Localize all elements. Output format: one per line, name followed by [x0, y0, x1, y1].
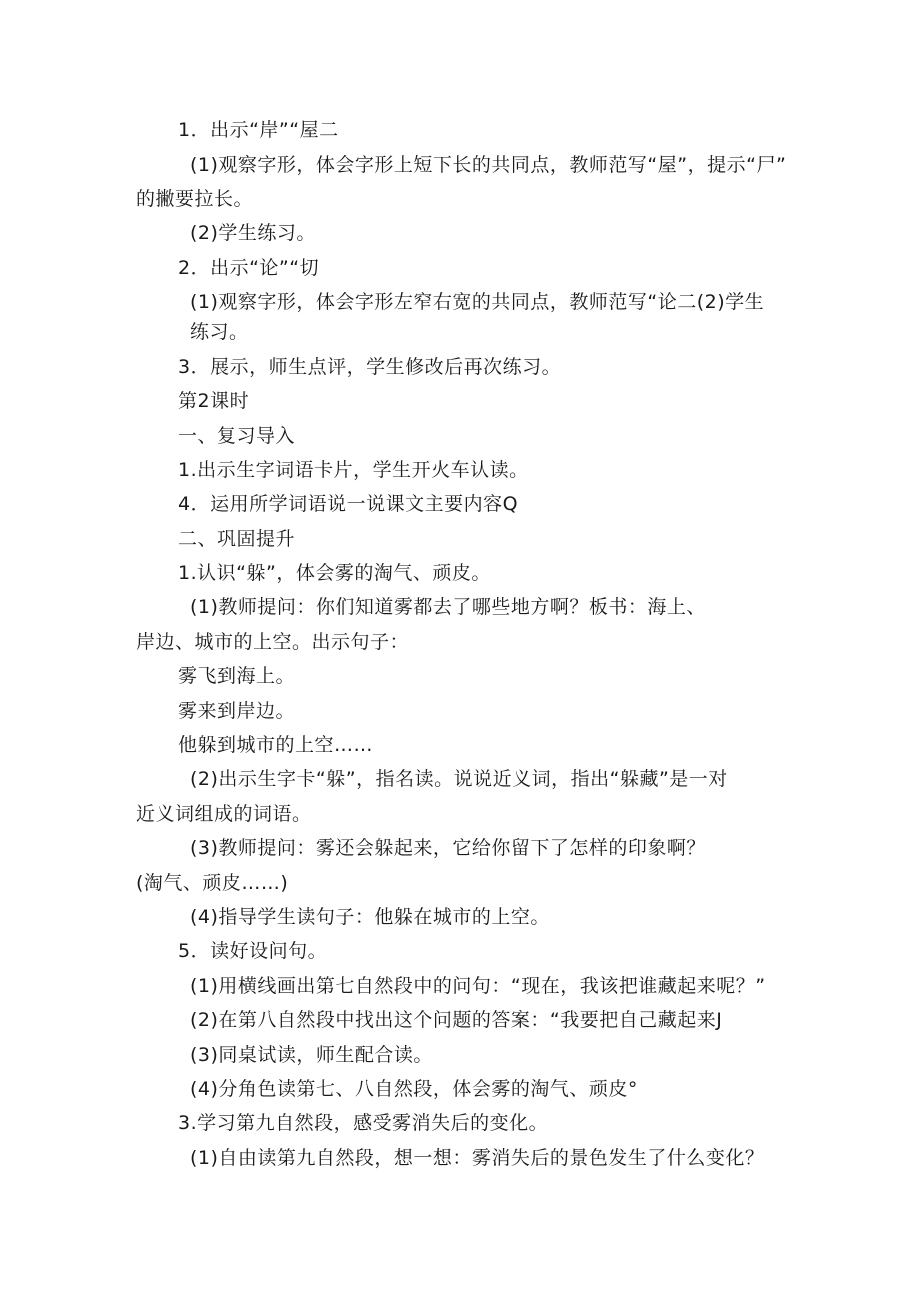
text-line: 3．展示，师生点评，学生修改后再次练习。 — [178, 356, 562, 378]
text-line: 的撇要拉长。 — [136, 188, 254, 210]
text-line: 1.认识“躲”，体会雾的淘气、顽皮。 — [178, 562, 491, 584]
text-line: (3)同桌试读，师生配合读。 — [190, 1044, 433, 1066]
text-line: 5．读好设问句。 — [178, 940, 328, 962]
text-line: 4．运用所学词语说一说课文主要内容Q — [178, 493, 519, 515]
text-line: 雾来到岸边。 — [178, 700, 296, 722]
text-line: 3.学习第九自然段，感受雾消失后的变化。 — [178, 1112, 549, 1134]
section-heading: 一、复习导入 — [178, 425, 296, 447]
text-line: (1)用横线画出第七自然段中的问句：“现在，我该把谁藏起来呢？” — [190, 975, 766, 997]
text-line: (1)观察字形，体会字形上短下长的共同点，教师范写“屋”，提示“尸” — [190, 154, 787, 176]
text-line: 近义词组成的词语。 — [136, 803, 312, 825]
section-heading: 第2课时 — [178, 390, 250, 412]
text-line: (4)分角色读第七、八自然段，体会雾的淘气、顽皮° — [190, 1078, 638, 1100]
text-line: 岸边、城市的上空。出示句子： — [136, 631, 410, 653]
text-line: 2．出示“论”“切 — [178, 257, 320, 279]
text-line: (3)教师提问：雾还会躲起来，它给你留下了怎样的印象啊？ — [190, 837, 706, 859]
text-line: (4)指导学生读句子：他躲在城市的上空。 — [190, 906, 550, 928]
text-line: 他躲到城市的上空…… — [178, 734, 374, 756]
text-line: (2)出示生字卡“躲”，指名读。说说近义词，指出“躲藏”是一对 — [190, 768, 728, 790]
text-line: (2)学生练习。 — [190, 222, 316, 244]
text-line: (1)观察字形，体会字形左窄右宽的共同点，教师范写“论二(2)学生 — [190, 291, 765, 313]
text-line: (2)在第八自然段中找出这个问题的答案：“我要把自己藏起来J — [190, 1009, 723, 1031]
text-line: (1)教师提问：你们知道雾都去了哪些地方啊？板书：海上、 — [190, 596, 706, 618]
text-line: 练习。 — [190, 321, 249, 343]
text-line: 1．出示“岸”“屋二 — [178, 119, 339, 141]
text-line: (1)自由读第九自然段，想一想：雾消失后的景色发生了什么变化？ — [190, 1147, 765, 1169]
text-line: 1.出示生字词语卡片，学生开火车认读。 — [178, 459, 529, 481]
text-line: 雾飞到海上。 — [178, 665, 296, 687]
section-heading: 二、巩固提升 — [178, 528, 296, 550]
text-line: (淘气、顽皮……) — [136, 872, 289, 894]
